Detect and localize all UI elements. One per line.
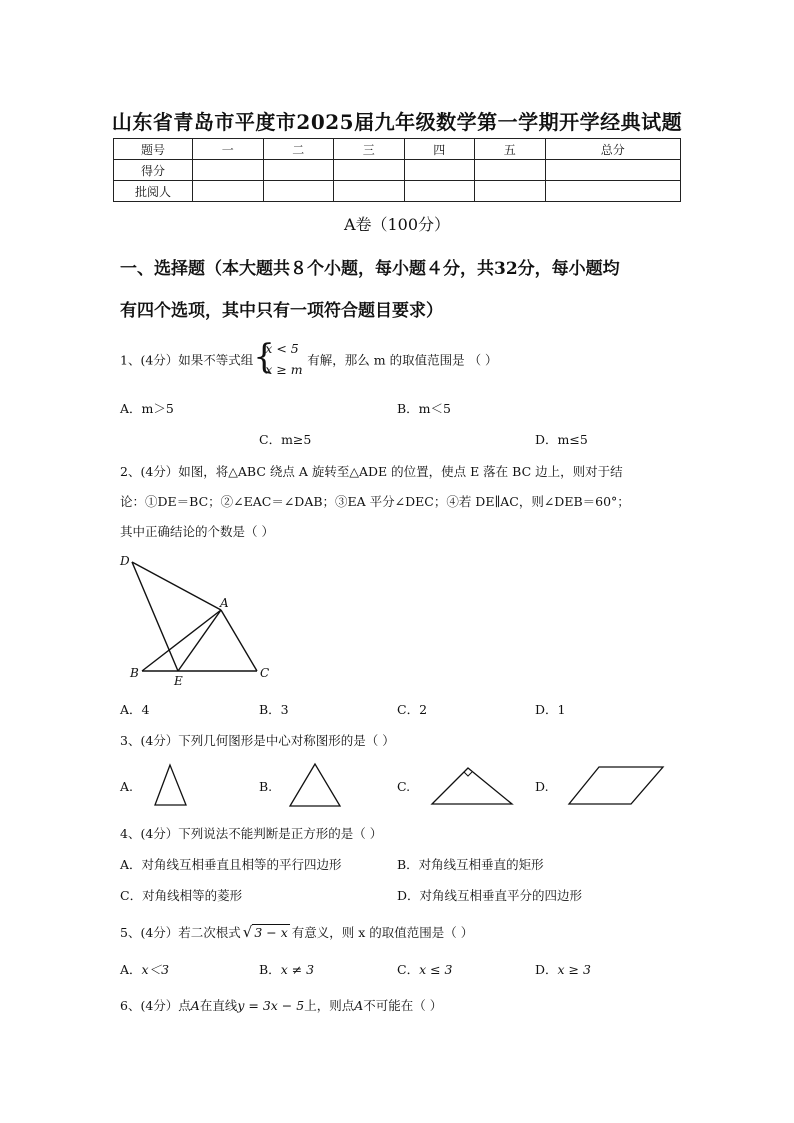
q4-option-c[interactable]: C．对角线相等的菱形 — [120, 888, 243, 903]
q6-part1: 6、(4分）点 — [120, 998, 191, 1013]
table-cell — [334, 181, 405, 202]
q3-option-c[interactable]: C. — [397, 779, 411, 794]
q1-option-a[interactable]: A．m＞5 — [120, 401, 174, 416]
shape-right-isosceles-triangle — [428, 762, 518, 808]
question-1 — [120, 337, 498, 381]
table-cell: 一 — [193, 139, 264, 160]
label-e: E — [174, 674, 183, 688]
q2-line2: 论：①DE＝BC；②∠EAC＝∠DAB；③EA 平分∠DEC；④若 DE∥AC，则∠DEB＝60°； — [120, 494, 630, 509]
q1-prefix: 1、(4分）如果不等式组 — [120, 352, 254, 368]
q5-option-d-math: x ≥ 3 — [557, 962, 591, 977]
table-cell: 题号 — [114, 139, 193, 160]
shape-parallelogram — [565, 762, 669, 808]
table-cell — [545, 160, 681, 181]
table-row — [114, 181, 681, 202]
table-cell: 三 — [334, 139, 405, 160]
question-5 — [120, 923, 473, 941]
label-c: C — [260, 666, 270, 680]
q5-suffix: 有意义，则 x 的取值范围是（ ） — [291, 925, 474, 940]
q5-option-d-letter: D． — [535, 962, 558, 977]
label-d: D — [120, 554, 130, 568]
q1-option-b[interactable]: B．m＜5 — [397, 401, 451, 416]
q5-option-c-math: x ≤ 3 — [419, 962, 453, 977]
table-cell: 得分 — [114, 160, 193, 181]
label-a: A — [220, 596, 229, 610]
shape-equilateral-triangle — [285, 760, 345, 810]
table-cell — [545, 181, 681, 202]
table-cell: 总分 — [545, 139, 681, 160]
shape-narrow-triangle — [150, 760, 190, 810]
table-cell — [193, 160, 264, 181]
q5-option-b-math: x ≠ 3 — [280, 962, 315, 977]
q4-option-a[interactable]: A．对角线互相垂直且相等的平行四边形 — [120, 857, 342, 872]
table-row — [114, 139, 681, 160]
system-line-2: x ≥ m — [265, 362, 303, 377]
label-b: B — [130, 666, 139, 680]
q5-prefix: 5、(4分）若二次根式 — [120, 925, 241, 940]
section1-line2: 有四个选项，其中只有一项符合题目要求） — [120, 301, 443, 321]
table-row — [114, 160, 681, 181]
q2-triangle-figure — [110, 550, 290, 690]
q6-point-a-2: A — [354, 998, 364, 1013]
q3-option-a[interactable]: A. — [120, 779, 134, 794]
table-cell — [193, 181, 264, 202]
q5-option-a-letter: A． — [120, 962, 142, 977]
table-cell — [475, 160, 546, 181]
q5-option-c[interactable] — [397, 960, 453, 978]
q1-suffix: 有解，那么 m 的取值范围是 （ ） — [307, 352, 498, 368]
inequality-system: { x < 5 x ≥ m — [253, 337, 303, 377]
radicand: 3 − x — [254, 925, 288, 940]
table-cell — [263, 160, 334, 181]
table-cell — [404, 181, 475, 202]
q5-option-b-letter: B． — [259, 962, 281, 977]
q1-option-c[interactable]: C．m≥5 — [259, 432, 312, 447]
table-cell: 四 — [404, 139, 475, 160]
q5-option-b[interactable] — [259, 960, 314, 978]
q3-text: 3、(4分）下列几何图形是中心对称图形的是（ ） — [120, 733, 395, 748]
q6-equation: y = 3x − 5 — [237, 998, 305, 1013]
q2-option-a[interactable]: A．4 — [120, 702, 150, 717]
q5-option-a[interactable] — [120, 960, 169, 978]
q4-option-b[interactable]: B．对角线互相垂直的矩形 — [397, 857, 544, 872]
table-cell: 二 — [263, 139, 334, 160]
table-cell: 五 — [475, 139, 546, 160]
q2-line1: 2、(4分）如图，将△ABC 绕点 A 旋转至△ADE 的位置，使点 E 落在 BC 边上，则对于结 — [120, 464, 623, 479]
system-line-1: x < 5 — [265, 341, 299, 356]
q5-option-a-math: x＜3 — [141, 962, 170, 977]
table-cell: 批阅人 — [114, 181, 193, 202]
page-title: 山东省青岛市平度市2025届九年级数学第一学期开学经典试题 — [111, 110, 683, 134]
q6-part4: 不可能在（ ） — [363, 998, 443, 1013]
score-table — [113, 138, 681, 202]
question-6 — [120, 996, 442, 1014]
table-cell — [404, 160, 475, 181]
q4-text: 4、(4分）下列说法不能判断是正方形的是（ ） — [120, 826, 383, 841]
section-heading-a: A卷（100分） — [343, 215, 451, 234]
q3-option-b[interactable]: B. — [259, 779, 273, 794]
q6-part2: 在直线 — [199, 998, 238, 1013]
q6-point-a: A — [190, 998, 200, 1013]
q2-option-b[interactable]: B．3 — [259, 702, 289, 717]
q4-option-d[interactable]: D．对角线互相垂直平分的四边形 — [397, 888, 583, 903]
radical-expression: √ 3 − x — [242, 923, 288, 941]
q2-option-d[interactable]: D．1 — [535, 702, 566, 717]
q3-option-d[interactable]: D. — [535, 779, 549, 794]
q1-option-d[interactable]: D．m≤5 — [535, 432, 588, 447]
q6-part3: 上，则点 — [304, 998, 355, 1013]
table-cell — [334, 160, 405, 181]
table-cell — [263, 181, 334, 202]
table-cell — [475, 181, 546, 202]
q5-option-c-letter: C． — [397, 962, 420, 977]
q5-option-d[interactable] — [535, 960, 591, 978]
section1-line1: 一、选择题（本大题共８个小题，每小题４分，共32分，每小题均 — [120, 259, 620, 279]
q2-option-c[interactable]: C．2 — [397, 702, 428, 717]
q2-line3: 其中正确结论的个数是（ ） — [120, 524, 274, 539]
